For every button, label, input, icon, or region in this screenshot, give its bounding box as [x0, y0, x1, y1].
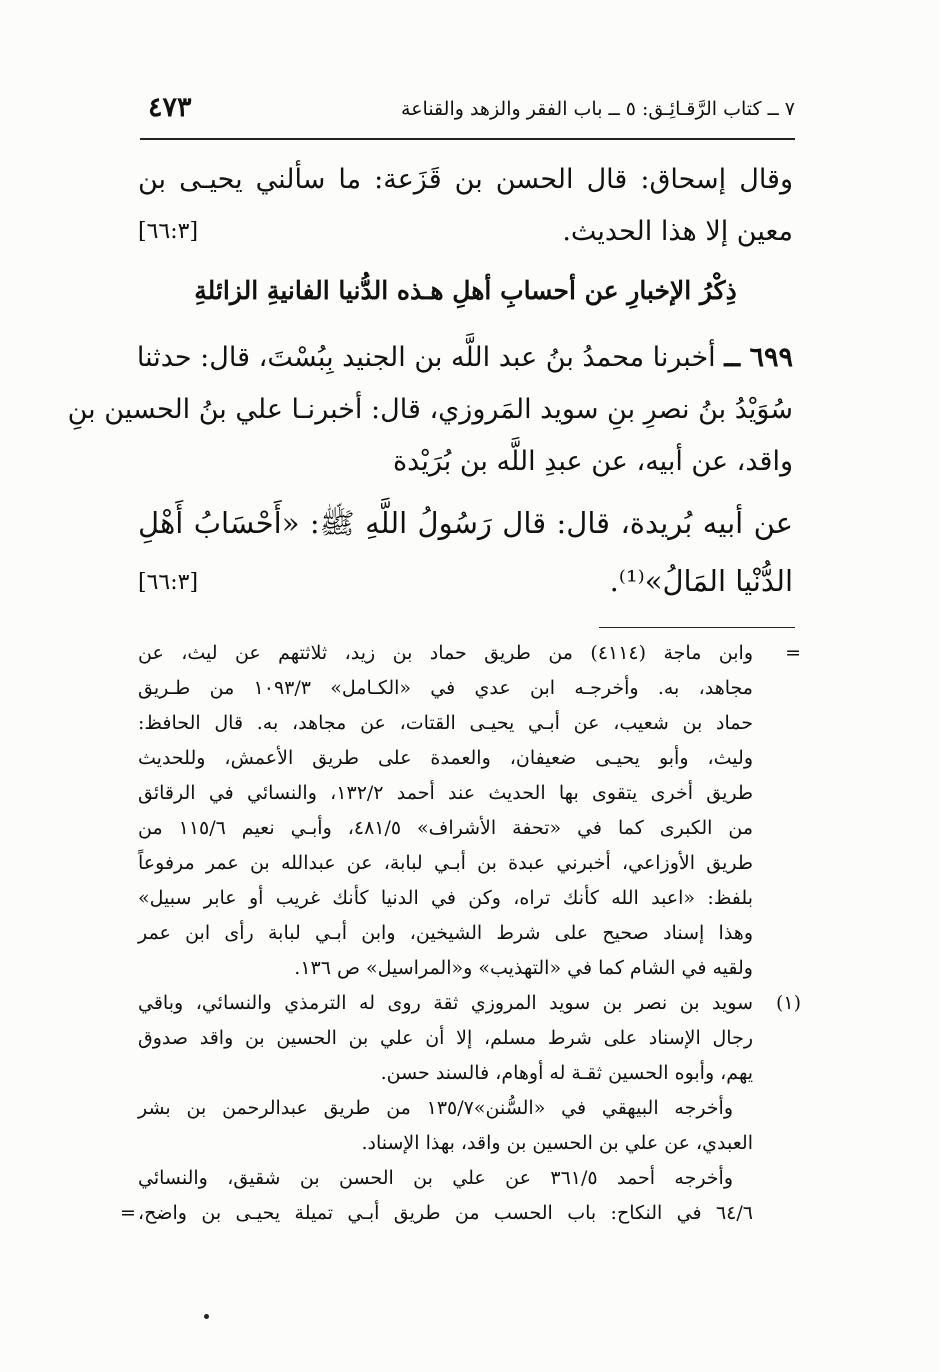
footnote-line: طريق أخرى يتقوى بها الحديث عند أحمد ١٣٢/٢، والنسائي في الرقائق — [138, 782, 753, 804]
continuation-mark: = — [785, 642, 801, 664]
header-divider — [140, 138, 795, 140]
ink-dot — [204, 1314, 209, 1319]
footnote-line: طريق الأوزاعي، أخبرني عبدة بن أبـي لبابة، عن عبدالله بن عمر مرفوعاً — [138, 852, 753, 874]
footnote-text: وابن ماجة (٤١١٤) من طريق حماد بن زيد، ثلاثتهم عن ليث، عن — [138, 642, 753, 664]
hadith-number: ٦٩٩ ــ — [724, 342, 793, 373]
footnote-text: ٦٤/٦ في النكاح: باب الحسب من طريق أبـي تميلة يحيـى بن واضح، — [138, 1202, 753, 1224]
footnote-line: وهذا إسناد صحيح على شرط الشيخين، وابن أبـي لبابة رأى ابن عمر — [138, 922, 753, 944]
footnote-line — [138, 986, 801, 1021]
footnote-line — [138, 636, 801, 671]
paragraph-ishaq — [138, 154, 793, 258]
footnote-line: وأخرجه البيهقي في «السُّنن»١٣٥/٧ من طريق عبدالرحمن بن بشر — [138, 1097, 734, 1119]
text-line-content: معين إلا هذا الحديث. — [562, 216, 793, 247]
footnote-line: بلفظ: «اعبد الله كأنك تراه، وكن في الدنيا كأنك غريب أو عابر سبيل» — [138, 887, 753, 909]
hadith-isnad — [67, 332, 793, 488]
volume-reference: [٦٦:٣] — [138, 219, 199, 244]
text-line: سُوَيْدُ بنُ نصرِ بنِ سويد المَروزي، قال: أخبرنـا علي بنُ الحسين بنِ — [67, 394, 793, 425]
footnote-line: وليث، وأبو يحيـى ضعيفان، والعمدة على طريق الأعمش، وللحديث — [138, 747, 753, 769]
footnote-text: سويد بن نصر بن سويد المروزي ثقة روى له الترمذي والنسائي، وباقي — [138, 992, 753, 1014]
text-line — [138, 552, 793, 610]
footnote-line: من الكبرى كما في «تحفة الأشراف» ٤٨١/٥، وأبـي نعيم ١١٥/٦ من — [138, 817, 754, 839]
text-line-content: أخبرنا محمدُ بنُ عبد اللَّه بن الجنيد بِبُسْتَ، قال: حدثنا — [136, 342, 716, 373]
text-line — [138, 332, 793, 384]
footnote-line — [120, 1196, 801, 1231]
page-number: ٤٧٣ — [148, 92, 192, 123]
section-heading: ذِكْرُ الإخبارِ عن أحسابِ أهلِ هـذه الدُّنيا الفانيةِ الزائلةِ — [194, 276, 737, 305]
footnote-line: ولقيه في الشام كما في «التهذيب» و«المراسيل» ص ١٣٦. — [294, 957, 753, 979]
footnote-line: العبدي، عن علي بن الحسين بن واقد، بهذا الإسناد. — [361, 1132, 753, 1154]
footnote-line: مجاهد، به. وأخرجـه ابن عدي في «الكـامل» ١٠٩٣/٣ من طـريق — [138, 677, 753, 699]
running-header — [140, 92, 795, 138]
footnote-line: حماد بن شعيب، عن أبـي يحيـى القتات، عن مجاهد، به. قال الحافظ: — [138, 712, 753, 734]
footnote-divider — [599, 627, 795, 628]
text-line-content: الدُّنْيا المَالُ»⁽¹⁾. — [609, 564, 793, 598]
hadith-matn — [138, 494, 793, 610]
footnote-number: (١) — [775, 992, 801, 1014]
text-line: عن أبيه بُريدة، قال: قال رَسُولُ اللَّهِ ﷺ: «أَحْسَابُ أَهْلِ — [138, 506, 793, 540]
footnote-line: وأخرجه أحمد ٣٦١/٥ عن علي بن الحسن بن شقيق، والنسائي — [138, 1167, 733, 1189]
text-line: واقد، عن أبيه، عن عبدِ اللَّه بن بُرَيْدة — [393, 446, 793, 477]
text-line: وقال إسحاق: قال الحسن بن قَزَعة: ما سألني يحيـى بن — [138, 164, 793, 195]
text-line — [138, 206, 793, 258]
continuation-mark: = — [120, 1202, 136, 1224]
footnote-line: يهم، وأبوه الحسين ثقـة له أوهام، فالسند حسن. — [380, 1062, 753, 1084]
volume-reference: [٦٦:٣] — [138, 570, 199, 595]
header-title: ٧ ــ كتاب الرَّقـائِـق: ٥ ــ باب الفقر والزهد والقناعة — [401, 98, 795, 120]
footnotes — [120, 636, 801, 1231]
footnote-line: رجال الإسناد على شرط مسلم، إلا أن علي بن الحسين بن واقد صدوق — [138, 1027, 753, 1049]
